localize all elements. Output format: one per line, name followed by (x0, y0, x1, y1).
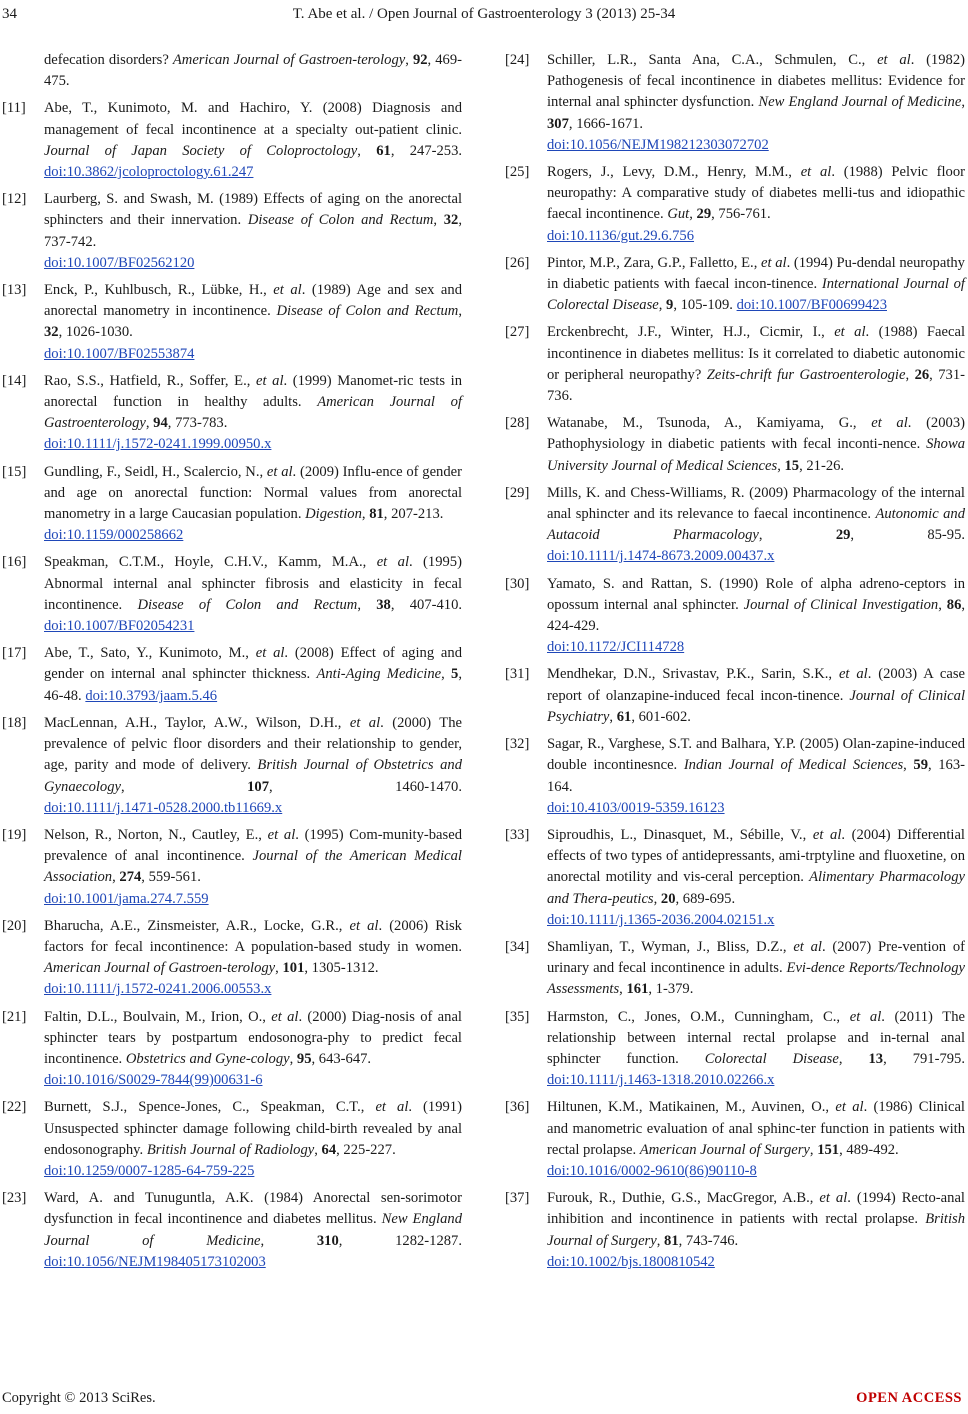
reference-entry (505, 937, 965, 1001)
reference-text: Siproudhis, L., Dinasquet, M., Sébille, V., et al. (2004) Differential effects of two types of antidepressants, ami-trptyline and fluoxetine, on anorectal motility and vis-ceral perception. Alimentary Pharmacology and Thera-peutics, 20, 689-695. (547, 826, 965, 907)
reference-text: Sagar, R., Varghese, S.T. and Balhara, Y.P. (2005) Olan-zapine-induced double incontinesnce. Indian Journal of Medical Sciences, 59, 163-164. (547, 736, 966, 795)
reference-text: Harmston, C., Jones, O.M., Cunningham, C., et al. (2011) The relationship between internal rectal prolapse and in-ternal anal sphincter function. Colorectal Disease, 13, 791-795. (547, 1008, 966, 1067)
reference-number: [27] (505, 324, 530, 341)
reference-number: [22] (2, 1099, 27, 1116)
doi-link[interactable]: doi:10.1056/NEJM198212303072702 (547, 136, 769, 153)
reference-text: Rao, S.S., Hatfield, R., Soffer, E., et al. (1999) Manomet-ric tests in anorectal function in healthy adults. American Journal of Gastroenterology, 94, 773-783. (44, 372, 462, 432)
reference-entry (2, 371, 462, 456)
doi-link[interactable]: doi:10.3793/jaam.5.46 (85, 687, 218, 704)
reference-text: Yamato, S. and Rattan, S. (1990) Role of alpha adreno-ceptors in opossum internal anal sphincter. Journal of Clinical Investigation, 86, 424-429. (547, 575, 966, 635)
reference-number: [17] (2, 645, 27, 662)
reference-text: Watanabe, M., Tsunoda, A., Kamiyama, G., et al. (2003) Pathophysiology in diabetic patients with fecal inconti-nence. Showa University Journal of Medical Sciences, 15, 21-26. (547, 415, 965, 474)
reference-entry (2, 713, 462, 819)
reference-number: [34] (505, 938, 530, 955)
reference-entry (2, 916, 462, 1001)
doi-link[interactable]: doi:10.1007/BF02054231 (44, 618, 195, 635)
reference-number: [28] (505, 415, 530, 432)
running-header (0, 6, 968, 30)
reference-text: Enck, P., Kuhlbusch, R., Lübke, H., et al. (1989) Age and sex and anorectal manometry in incontinence. Disease of Colon and Rectum, 32, 1026-1030. (44, 282, 463, 341)
reference-text: defecation disorders? American Journal of Gastroen-terology, 92, 469-475. (44, 52, 462, 90)
reference-text: Pintor, M.P., Zara, G.P., Falletto, E., et al. (1994) Pu-dendal neuropathy in diabetic patients with faecal incon-tinence. International Journal of Colorectal Disease, 9, 105-109. (547, 254, 965, 314)
reference-number: [24] (505, 52, 530, 68)
reference-entry (505, 1097, 965, 1182)
reference-number: [23] (2, 1190, 27, 1207)
page-footer (2, 1390, 962, 1410)
reference-number: [16] (2, 554, 27, 571)
reference-number: [25] (505, 164, 530, 181)
doi-link[interactable]: doi:10.1111/j.1471-0528.2000.tb11669.x (44, 799, 283, 816)
reference-text: Speakman, C.T.M., Hoyle, C.H.V., Kamm, M.A., et al. (1995) Abnormal internal anal sphincter fibrosis and elasticity in fecal incontinence. Disease of Colon and Rectum, 38, 407-410. (44, 554, 463, 613)
reference-entry (2, 1097, 462, 1182)
reference-text: MacLennan, A.H., Taylor, A.W., Wilson, D.H., et al. (2000) The prevalence of pelvic floor disorders and their relationship to gender, age, parity and mode of delivery. British Journal of Obstetrics and Gynaecology, 107, 1460-1470. (44, 714, 462, 795)
reference-text: Mills, K. and Chess-Williams, R. (2009) Pharmacology of the internal anal sphincter and its relevance to faecal incontinence. Autonomic and Autacoid Pharmacology, 29, 85-95. (547, 484, 966, 544)
reference-number: [35] (505, 1008, 530, 1025)
reference-entry (2, 50, 462, 92)
doi-link[interactable]: doi:10.1056/NEJM198405173102003 (44, 1253, 266, 1270)
reference-text: Ward, A. and Tunuguntla, A.K. (1984) Anorectal sen-sorimotor dysfunction in fecal incontinence and diabetes mellitus. New England Journal of Medicine, 310, 1282-1287. (44, 1190, 463, 1249)
reference-entry (505, 413, 965, 477)
reference-entry (2, 552, 462, 637)
reference-text: Furouk, R., Duthie, G.S., MacGregor, A.B., et al. (1994) Recto-anal inhibition and incontinence in patients with rectal prolapse. British Journal of Surgery, 81, 743-746. (547, 1190, 965, 1249)
reference-entry (505, 664, 965, 728)
reference-entry (505, 483, 965, 568)
reference-number: [26] (505, 254, 530, 271)
doi-link[interactable]: doi:10.1007/BF02553874 (44, 345, 195, 362)
reference-number: [37] (505, 1190, 530, 1207)
reference-text: Erckenbrecht, J.F., Winter, H.J., Cicmir, I., et al. (1988) Faecal incontinence in diabetes mellitus: Is it correlated to diabetic autonomic or peripheral neuropathy? Zeits-chrift fur Gastroenterologie, 26, 731-736. (547, 324, 965, 405)
reference-entry (505, 253, 965, 317)
reference-text: Rogers, J., Levy, D.M., Henry, M.M., et al. (1988) Pelvic floor neuropathy: A comparative study of diabetes melli-tus and idiopathic faecal incontinence. Gut, 29, 756-761. (547, 164, 965, 223)
reference-text: Burnett, S.J., Spence-Jones, C., Speakman, C.T., et al. (1991) Unsuspected sphincter damage following child-birth revealed by anal endosonography. British Journal of Radiology, 64, 225-227. (44, 1099, 462, 1158)
reference-text: Schiller, L.R., Santa Ana, C.A., Schmulen, C., et al. (1982) Pathogenesis of fecal incontinence in diabetes mellitus: Evidence for internal anal sphincter dysfunction. New England Journal of Medicine, 307, 1666-1671. (547, 52, 965, 132)
page-number: 34 (2, 6, 17, 22)
reference-entry (2, 643, 462, 707)
reference-entry (2, 825, 462, 910)
doi-link[interactable]: doi:10.3862/jcoloproctology.61.247 (44, 164, 254, 181)
reference-entry (505, 825, 965, 931)
reference-number: [29] (505, 484, 530, 501)
doi-link[interactable]: doi:10.1111/j.1572-0241.1999.00950.x (44, 436, 272, 453)
reference-text: Laurberg, S. and Swash, M. (1989) Effects of aging on the anorectal sphincters and their innervation. Disease of Colon and Rectum, 32, 737-742. (44, 191, 462, 250)
doi-link[interactable]: doi:10.1007/BF00699423 (736, 297, 887, 314)
doi-link[interactable]: doi:10.4103/0019-5359.16123 (547, 799, 725, 816)
open-access-label: OPEN ACCESS (856, 1390, 962, 1406)
doi-link[interactable]: doi:10.1259/0007-1285-64-759-225 (44, 1162, 255, 1179)
reference-entry (2, 280, 462, 365)
reference-entry (505, 322, 965, 407)
reference-text: Faltin, D.L., Boulvain, M., Irion, O., et al. (2000) Diag-nosis of anal sphincter tears by postpartum endosonogra-phy to predict fecal incontinence. Obstetrics and Gyne-cology, 95, 643-647. (44, 1008, 462, 1067)
reference-text: Mendhekar, D.N., Srivastav, P.K., Sarin, S.K., et al. (2003) A case report of olanzapine-induced fecal incon-tinence. Journal of Clinical Psychiatry, 61, 601-602. (547, 666, 966, 725)
reference-number: [14] (2, 372, 27, 389)
reference-number: [31] (505, 666, 530, 683)
reference-number: [18] (2, 714, 27, 731)
doi-link[interactable]: doi:10.1172/JCI114728 (547, 639, 685, 656)
reference-entry (2, 98, 462, 183)
reference-text: Abe, T., Sato, Y., Kunimoto, M., et al. (2008) Effect of aging and gender on internal anal sphincter thickness. Anti-Aging Medicine, 5, 46-48. (44, 645, 462, 704)
reference-number: [21] (2, 1008, 27, 1025)
reference-number: [36] (505, 1099, 530, 1116)
doi-link[interactable]: doi:10.1002/bjs.1800810542 (547, 1253, 715, 1270)
doi-link[interactable]: doi:10.1111/j.1572-0241.2006.00553.x (44, 981, 272, 998)
doi-link[interactable]: doi:10.1016/S0029-7844(99)00631-6 (44, 1072, 263, 1089)
doi-link[interactable]: doi:10.1001/jama.274.7.559 (44, 890, 209, 907)
reference-entry (505, 1007, 965, 1092)
reference-text: Shamliyan, T., Wyman, J., Bliss, D.Z., et al. (2007) Pre-vention of urinary and fecal incontinence in adults. Evi-dence Reports/Technology Assessments, 161, 1-379. (547, 938, 965, 998)
doi-link[interactable]: doi:10.1007/BF02562120 (44, 254, 195, 271)
reference-entry (2, 1188, 462, 1273)
reference-number: [30] (505, 575, 530, 592)
reference-entry (505, 734, 965, 819)
reference-text: Bharucha, A.E., Zinsmeister, A.R., Locke, G.R., et al. (2006) Risk factors for fecal incontinence: A population-based study in women. American Journal of Gastroen-terology, 101, 1305-1312. (44, 917, 462, 977)
reference-text: Abe, T., Kunimoto, M. and Hachiro, Y. (2008) Diagnosis and management of fecal incontinence at a specialty out-patient clinic. Journal of Japan Society of Coloproctology, 61, 247-253. (44, 100, 463, 159)
reference-text: Gundling, F., Seidl, H., Scalercio, N., et al. (2009) Influ-ence of gender and age on anorectal function: Normal values from anorectal manometry in a large Caucasian population. Digestion, 81, 207-213. (44, 463, 462, 523)
reference-column-left (2, 50, 462, 1279)
reference-number: [11] (2, 100, 26, 117)
doi-link[interactable]: doi:10.1111/j.1463-1318.2010.02266.x (547, 1072, 775, 1089)
reference-entry (2, 1007, 462, 1092)
copyright-notice: Copyright © 2013 SciRes. (2, 1390, 156, 1406)
doi-link[interactable]: doi:10.1111/j.1365-2036.2004.02151.x (547, 911, 775, 928)
reference-number: [20] (2, 917, 27, 934)
reference-entry (505, 50, 965, 156)
reference-number: [32] (505, 736, 530, 753)
doi-link[interactable]: doi:10.1159/000258662 (44, 527, 184, 544)
reference-number: [33] (505, 826, 530, 843)
running-title: T. Abe et al. / Open Journal of Gastroenterology 3 (2013) 25-34 (292, 6, 676, 22)
reference-number: [19] (2, 826, 27, 843)
reference-number: [12] (2, 191, 27, 208)
reference-entry (2, 462, 462, 547)
reference-column-right (505, 50, 965, 1279)
reference-number: [13] (2, 282, 27, 299)
reference-entry (505, 162, 965, 247)
reference-entry (505, 574, 965, 659)
doi-link[interactable]: doi:10.1016/0002-9610(86)90110-8 (547, 1162, 757, 1179)
doi-link[interactable]: doi:10.1111/j.1474-8673.2009.00437.x (547, 548, 775, 565)
doi-link[interactable]: doi:10.1136/gut.29.6.756 (547, 227, 695, 244)
reference-text: Hiltunen, K.M., Matikainen, M., Auvinen, O., et al. (1986) Clinical and manometric evaluation of anal sphinc-ter function in patients with rectal prolapse. American Journal of Surgery, 151, 489-492. (547, 1099, 965, 1158)
reference-entry (2, 189, 462, 274)
reference-text: Nelson, R., Norton, N., Cautley, E., et al. (1995) Com-munity-based prevalence of anal incontinence. Journal of the American Medical Association, 274, 559-561. (44, 826, 462, 886)
reference-entry (505, 1188, 965, 1273)
reference-number: [15] (2, 463, 27, 480)
